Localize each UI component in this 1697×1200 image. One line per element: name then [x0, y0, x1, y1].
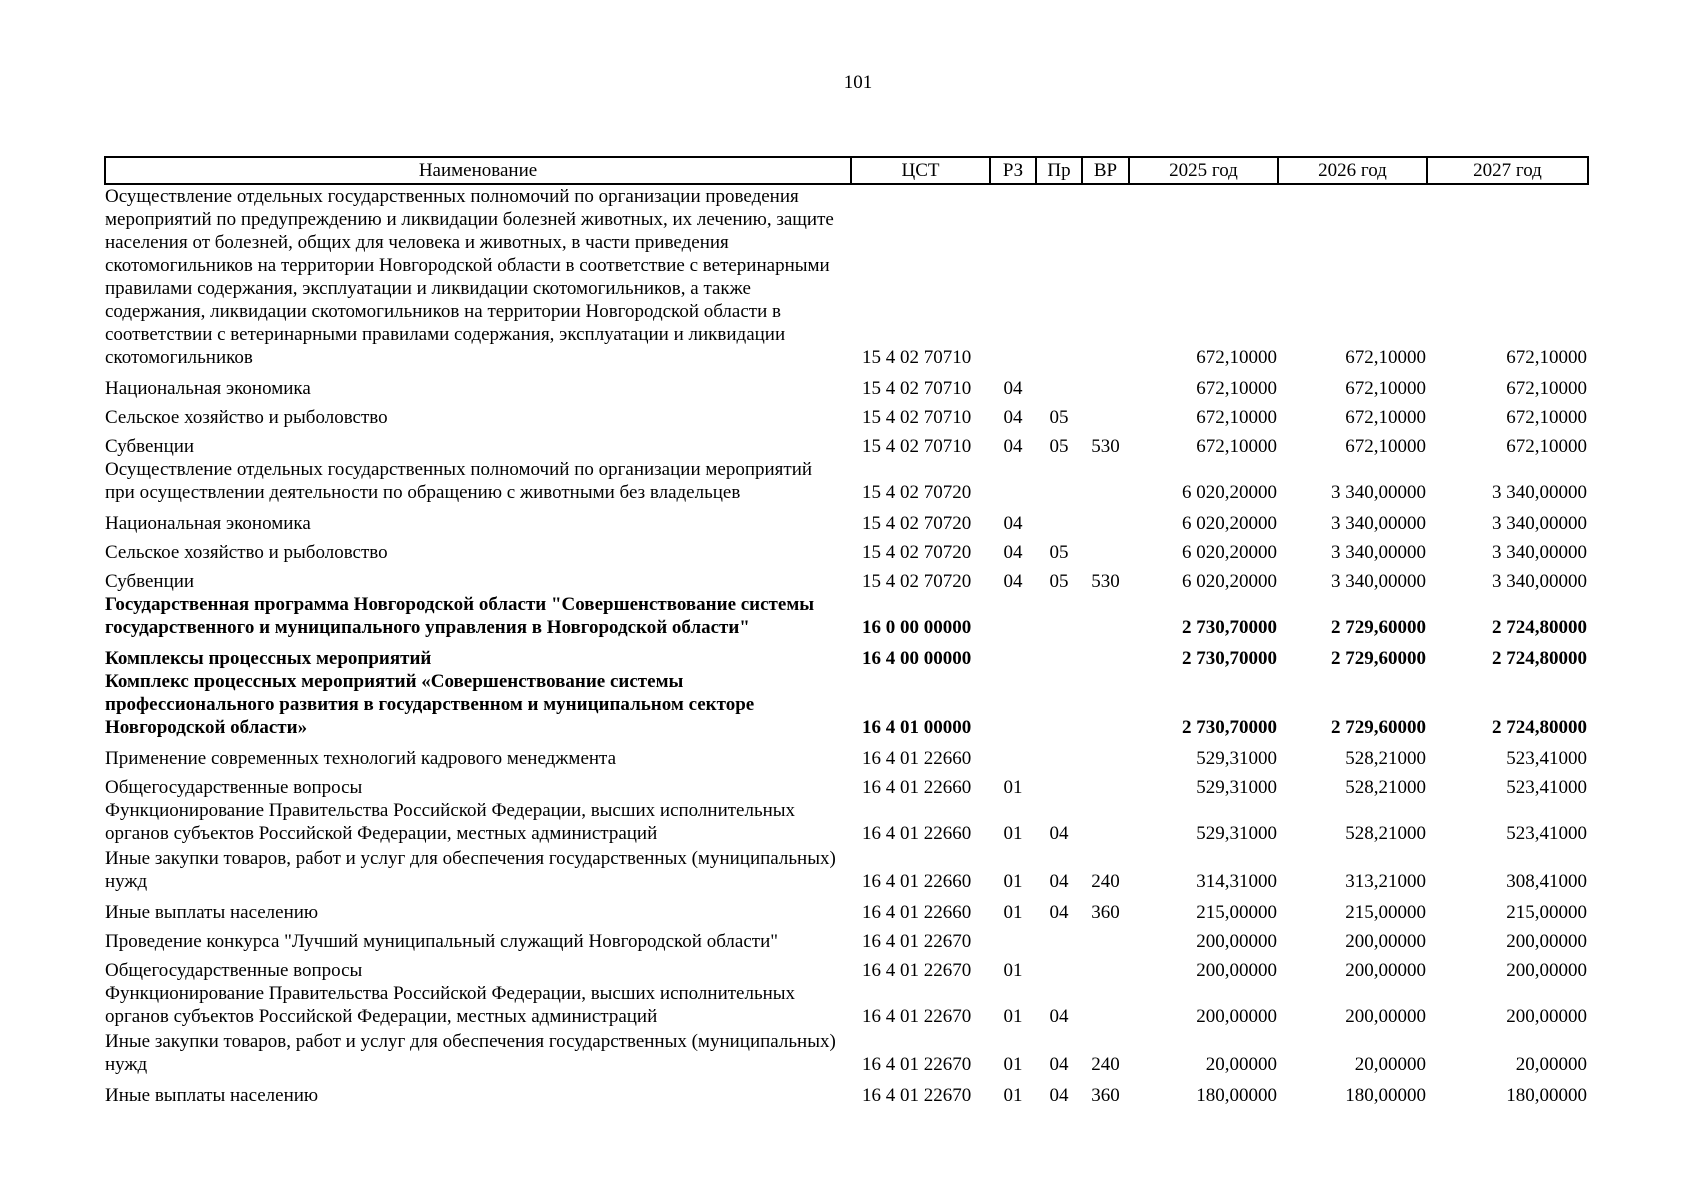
- cell-pr: [1036, 184, 1082, 371]
- cell-2026: 672,10000: [1345, 347, 1426, 368]
- cell-vr: [1082, 371, 1129, 400]
- cell-rz: [990, 741, 1036, 770]
- cell-rz: 01: [1003, 902, 1023, 923]
- cell-name: Иные закупки товаров, работ и услуг для обеспечения государственных (муниципальных) нужд: [105, 1031, 836, 1075]
- cell-rz: [990, 641, 1036, 670]
- table-row: [105, 371, 1588, 400]
- cell-2026: 3 340,00000: [1331, 542, 1426, 563]
- table-row: [105, 506, 1588, 535]
- table-row: [105, 1078, 1588, 1107]
- cell-2025: 20,00000: [1205, 1054, 1277, 1075]
- cell-rz: 04: [1003, 513, 1023, 534]
- cell-cst: 16 4 00 00000: [862, 648, 972, 669]
- cell-cst: 15 4 02 70720: [862, 513, 972, 534]
- cell-2027: 215,00000: [1506, 902, 1587, 923]
- cell-2027: 200,00000: [1506, 931, 1587, 952]
- cell-rz: [990, 670, 1036, 741]
- cell-pr: [1036, 953, 1082, 982]
- cell-2026: 180,00000: [1345, 1085, 1426, 1106]
- cell-name: Общегосударственные вопросы: [105, 960, 363, 981]
- cell-2027: 672,10000: [1506, 407, 1587, 428]
- cell-cst: 15 4 02 70710: [862, 347, 972, 368]
- header-name: Наименование: [105, 157, 851, 184]
- cell-2025: 672,10000: [1196, 436, 1277, 457]
- cell-2025: 672,10000: [1196, 347, 1277, 368]
- cell-cst: 16 0 00 00000: [862, 617, 972, 638]
- cell-2027: 3 340,00000: [1492, 513, 1587, 534]
- cell-rz: [990, 593, 1036, 641]
- cell-pr: 05: [1049, 436, 1069, 457]
- cell-2026: 672,10000: [1345, 378, 1426, 399]
- cell-2026: 200,00000: [1345, 1006, 1426, 1027]
- cell-2026: 215,00000: [1345, 902, 1426, 923]
- cell-vr: 530: [1091, 571, 1120, 592]
- table-row: [105, 847, 1588, 895]
- header-2026: 2026 год: [1278, 157, 1427, 184]
- cell-name: Функционирование Правительства Российской Федерации, высших исполнительных органов субъектов Российской Федерации, местных администраций: [105, 800, 796, 844]
- cell-2025: 200,00000: [1196, 960, 1277, 981]
- cell-2026: 528,21000: [1345, 777, 1426, 798]
- cell-vr: [1082, 953, 1129, 982]
- header-row: [105, 157, 1588, 184]
- cell-2025: 529,31000: [1196, 823, 1277, 844]
- cell-2025: 672,10000: [1196, 378, 1277, 399]
- cell-2025: 6 020,20000: [1182, 542, 1277, 563]
- cell-pr: 04: [1049, 902, 1069, 923]
- cell-2025: 180,00000: [1196, 1085, 1277, 1106]
- cell-pr: [1036, 924, 1082, 953]
- cell-name: Осуществление отдельных государственных полномочий по организации мероприятий при осуществлении деятельности по обращению с животными без владельцев: [105, 459, 813, 503]
- cell-cst: 16 4 01 22670: [862, 1054, 972, 1075]
- cell-vr: 530: [1091, 436, 1120, 457]
- cell-vr: [1082, 924, 1129, 953]
- cell-2025: 529,31000: [1196, 748, 1277, 769]
- table-row: [105, 641, 1588, 670]
- cell-name: Применение современных технологий кадрового менеджмента: [105, 748, 617, 769]
- cell-vr: 360: [1091, 1085, 1120, 1106]
- table-row: [105, 953, 1588, 982]
- cell-name: Субвенции: [105, 571, 195, 592]
- table-row: [105, 799, 1588, 847]
- cell-vr: [1082, 593, 1129, 641]
- cell-2025: 2 730,70000: [1182, 717, 1277, 738]
- cell-2025: 215,00000: [1196, 902, 1277, 923]
- table-body: [105, 184, 1588, 1107]
- cell-2025: 200,00000: [1196, 1006, 1277, 1027]
- table-row: [105, 770, 1588, 799]
- cell-2027: 672,10000: [1506, 436, 1587, 457]
- cell-2027: 2 724,80000: [1492, 648, 1587, 669]
- cell-2025: 672,10000: [1196, 407, 1277, 428]
- cell-rz: [990, 184, 1036, 371]
- cell-2026: 672,10000: [1345, 407, 1426, 428]
- cell-rz: 01: [1003, 1006, 1023, 1027]
- cell-name: Комплексы процессных мероприятий: [105, 648, 432, 669]
- cell-cst: 16 4 01 22660: [862, 902, 972, 923]
- cell-rz: 04: [1003, 407, 1023, 428]
- cell-pr: [1036, 506, 1082, 535]
- cell-vr: [1082, 982, 1129, 1030]
- cell-2025: 2 730,70000: [1182, 648, 1277, 669]
- cell-name: Национальная экономика: [105, 378, 311, 399]
- cell-2025: 2 730,70000: [1182, 617, 1277, 638]
- cell-vr: [1082, 458, 1129, 506]
- cell-vr: [1082, 770, 1129, 799]
- cell-vr: [1082, 741, 1129, 770]
- cell-cst: 15 4 02 70710: [862, 407, 972, 428]
- cell-pr: 05: [1049, 407, 1069, 428]
- cell-2025: 6 020,20000: [1182, 482, 1277, 503]
- cell-pr: 04: [1049, 871, 1069, 892]
- cell-2027: 308,41000: [1506, 871, 1587, 892]
- cell-cst: 15 4 02 70720: [862, 542, 972, 563]
- cell-pr: 05: [1049, 571, 1069, 592]
- cell-cst: 16 4 01 22670: [862, 931, 972, 952]
- header-2027: 2027 год: [1427, 157, 1588, 184]
- cell-cst: 16 4 01 22660: [862, 777, 972, 798]
- cell-pr: 04: [1049, 823, 1069, 844]
- header-pr: Пр: [1036, 157, 1082, 184]
- cell-cst: 16 4 01 22670: [862, 1085, 972, 1106]
- cell-rz: 01: [1003, 871, 1023, 892]
- cell-2027: 672,10000: [1506, 347, 1587, 368]
- cell-pr: [1036, 371, 1082, 400]
- cell-2025: 529,31000: [1196, 777, 1277, 798]
- cell-2026: 20,00000: [1354, 1054, 1426, 1075]
- cell-cst: 15 4 02 70720: [862, 482, 972, 503]
- cell-2027: 672,10000: [1506, 378, 1587, 399]
- cell-rz: 01: [1003, 960, 1023, 981]
- cell-2027: 20,00000: [1515, 1054, 1587, 1075]
- cell-2026: 313,21000: [1345, 871, 1426, 892]
- cell-2026: 528,21000: [1345, 823, 1426, 844]
- cell-pr: [1036, 593, 1082, 641]
- cell-name: Сельское хозяйство и рыболовство: [105, 542, 388, 563]
- cell-rz: 01: [1003, 777, 1023, 798]
- cell-vr: [1082, 400, 1129, 429]
- cell-2026: 528,21000: [1345, 748, 1426, 769]
- table-row: [105, 670, 1588, 741]
- cell-vr: [1082, 641, 1129, 670]
- cell-vr: 240: [1091, 1054, 1120, 1075]
- header-rz: РЗ: [990, 157, 1036, 184]
- cell-rz: [990, 924, 1036, 953]
- cell-2027: 3 340,00000: [1492, 482, 1587, 503]
- cell-2027: 523,41000: [1506, 748, 1587, 769]
- cell-rz: 04: [1003, 436, 1023, 457]
- cell-rz: [990, 458, 1036, 506]
- cell-2025: 314,31000: [1196, 871, 1277, 892]
- cell-2025: 200,00000: [1196, 931, 1277, 952]
- cell-pr: 04: [1049, 1006, 1069, 1027]
- cell-2026: 672,10000: [1345, 436, 1426, 457]
- cell-pr: [1036, 741, 1082, 770]
- header-2025: 2025 год: [1129, 157, 1278, 184]
- header-cst: ЦСТ: [851, 157, 990, 184]
- cell-vr: [1082, 506, 1129, 535]
- cell-2027: 200,00000: [1506, 960, 1587, 981]
- budget-table: [104, 156, 1589, 1107]
- cell-name: Комплекс процессных мероприятий «Совершенствование системы профессионального развития в государственном и муниципальном секторе Новгородской области»: [105, 671, 755, 738]
- cell-2026: 200,00000: [1345, 960, 1426, 981]
- table-row: [105, 184, 1588, 371]
- cell-vr: 360: [1091, 902, 1120, 923]
- cell-2026: 3 340,00000: [1331, 482, 1426, 503]
- cell-pr: 04: [1049, 1054, 1069, 1075]
- cell-2026: 3 340,00000: [1331, 571, 1426, 592]
- table-row: [105, 1030, 1588, 1078]
- cell-2026: 3 340,00000: [1331, 513, 1426, 534]
- cell-cst: 15 4 02 70710: [862, 436, 972, 457]
- cell-rz: 04: [1003, 378, 1023, 399]
- cell-vr: [1082, 184, 1129, 371]
- cell-pr: [1036, 458, 1082, 506]
- table-row: [105, 895, 1588, 924]
- table-row: [105, 458, 1588, 506]
- cell-pr: 04: [1049, 1085, 1069, 1106]
- page-number: 101: [843, 72, 873, 93]
- cell-2027: 3 340,00000: [1492, 571, 1587, 592]
- cell-name: Функционирование Правительства Российской Федерации, высших исполнительных органов субъектов Российской Федерации, местных администраций: [105, 983, 796, 1027]
- table-row: [105, 593, 1588, 641]
- cell-rz: 01: [1003, 1054, 1023, 1075]
- cell-vr: [1082, 535, 1129, 564]
- cell-name: Осуществление отдельных государственных полномочий по организации проведения мероприятий по предупреждению и ликвидации болезней животных, их лечению, защите населения от болезней, общих для человека и животных, в части приведения скотомогильников на территории Новгородской области в соответствие с ветеринарными правилами содержания, эксплуатации и ликвидации скотомогильников, а также содержания, ликвидации скотомогильников на территории Новгородской области в соответствии с ветеринарными правилами содержания, эксплуатации и ликвидации скотомогильников: [105, 186, 834, 368]
- cell-2026: 200,00000: [1345, 931, 1426, 952]
- cell-name: Субвенции: [105, 436, 195, 457]
- cell-2027: 2 724,80000: [1492, 717, 1587, 738]
- cell-rz: 04: [1003, 571, 1023, 592]
- cell-cst: 15 4 02 70720: [862, 571, 972, 592]
- cell-pr: [1036, 641, 1082, 670]
- cell-rz: 04: [1003, 542, 1023, 563]
- cell-vr: 240: [1091, 871, 1120, 892]
- cell-pr: [1036, 770, 1082, 799]
- cell-name: Иные выплаты населению: [105, 902, 319, 923]
- cell-name: Проведение конкурса "Лучший муниципальный служащий Новгородской области": [105, 931, 778, 952]
- table-row: [105, 741, 1588, 770]
- cell-2025: 6 020,20000: [1182, 513, 1277, 534]
- cell-vr: [1082, 799, 1129, 847]
- cell-name: Иные закупки товаров, работ и услуг для обеспечения государственных (муниципальных) нужд: [105, 848, 836, 892]
- cell-2026: 2 729,60000: [1331, 648, 1426, 669]
- cell-name: Общегосударственные вопросы: [105, 777, 363, 798]
- header-vr: ВР: [1082, 157, 1129, 184]
- table-header: [105, 157, 1588, 184]
- cell-cst: 16 4 01 22660: [862, 871, 972, 892]
- cell-rz: 01: [1003, 1085, 1023, 1106]
- cell-cst: 15 4 02 70710: [862, 378, 972, 399]
- cell-cst: 16 4 01 22660: [862, 823, 972, 844]
- cell-pr: 05: [1049, 542, 1069, 563]
- cell-2026: 2 729,60000: [1331, 617, 1426, 638]
- cell-cst: 16 4 01 00000: [862, 717, 972, 738]
- cell-name: Национальная экономика: [105, 513, 311, 534]
- cell-2026: 2 729,60000: [1331, 717, 1426, 738]
- table-row: [105, 429, 1588, 458]
- table-row: [105, 982, 1588, 1030]
- cell-vr: [1082, 670, 1129, 741]
- table-row: [105, 564, 1588, 593]
- cell-name: Иные выплаты населению: [105, 1085, 319, 1106]
- cell-cst: 16 4 01 22670: [862, 960, 972, 981]
- cell-2027: 3 340,00000: [1492, 542, 1587, 563]
- cell-pr: [1036, 670, 1082, 741]
- cell-cst: 16 4 01 22670: [862, 1006, 972, 1027]
- cell-2027: 523,41000: [1506, 777, 1587, 798]
- cell-rz: 01: [1003, 823, 1023, 844]
- cell-name: Сельское хозяйство и рыболовство: [105, 407, 388, 428]
- cell-2027: 180,00000: [1506, 1085, 1587, 1106]
- cell-2027: 2 724,80000: [1492, 617, 1587, 638]
- cell-2027: 523,41000: [1506, 823, 1587, 844]
- table-row: [105, 400, 1588, 429]
- table-row: [105, 924, 1588, 953]
- cell-cst: 16 4 01 22660: [862, 748, 972, 769]
- cell-2025: 6 020,20000: [1182, 571, 1277, 592]
- cell-2027: 200,00000: [1506, 1006, 1587, 1027]
- cell-name: Государственная программа Новгородской области "Совершенствование системы государственного и муниципального управления в Новгородской области": [105, 594, 815, 638]
- table-row: [105, 535, 1588, 564]
